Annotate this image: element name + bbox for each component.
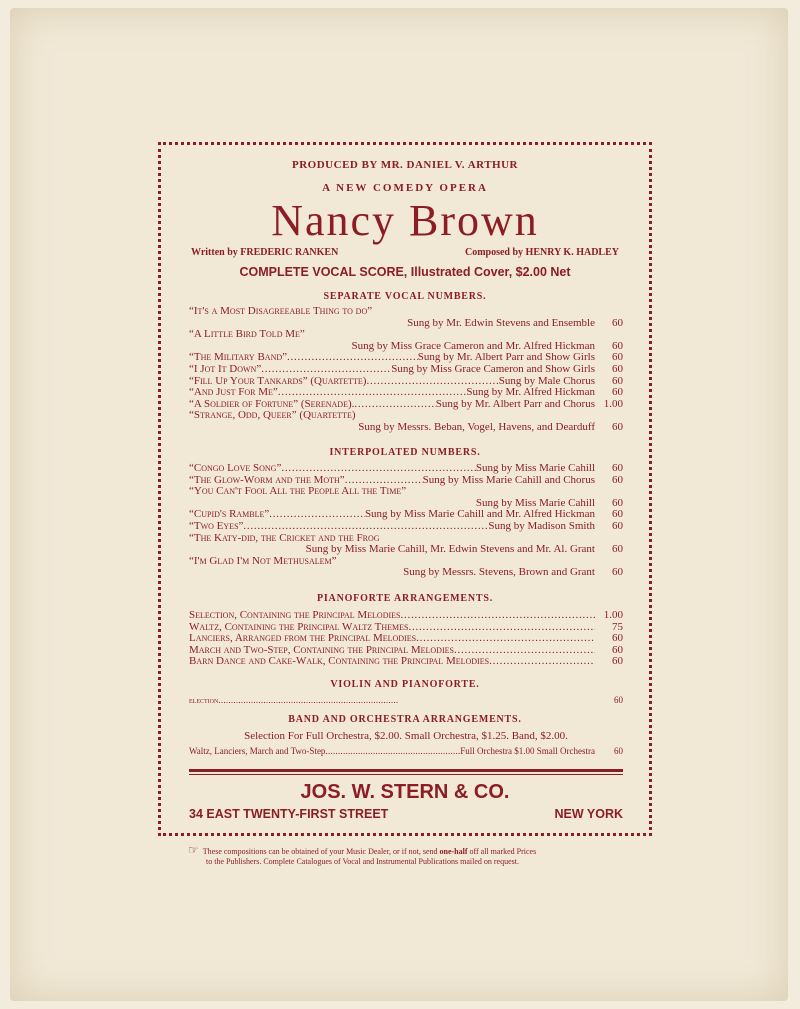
price: 1.00 (603, 609, 623, 621)
price: 60 (612, 543, 623, 556)
song-title: “Fill Up Your Tankards” (Quartette) (189, 374, 367, 387)
pianoforte-list (189, 610, 623, 668)
song-title: “Cupid's Ramble” (189, 508, 270, 521)
separate-heading: SEPARATE VOCAL NUMBERS. (323, 291, 487, 302)
price: 60 (612, 473, 623, 486)
arrangement-label: March and Two-Step, Containing the Principal Melodies (189, 643, 454, 656)
violin-heading: VIOLIN AND PIANOFORTE. (330, 679, 480, 690)
separate-list (189, 306, 623, 434)
composed-by: Composed by HENRY K. HADLEY (464, 247, 619, 258)
singer: Sung by Miss Grace Cameron and Mr. Alfred Hickman (351, 339, 595, 352)
singer: Sung by Miss Marie Cahill (475, 496, 595, 509)
price: 60 (612, 508, 623, 521)
price: 75 (612, 620, 623, 633)
arrangement-label: Lanciers, Arranged from the Principal Melodies (189, 632, 417, 645)
song-title: “It's a Most Disagreeable Thing to do” (189, 305, 373, 317)
violin-list (189, 695, 623, 707)
band-waltz: Waltz, Lanciers, March and Two-Step . . . Full Orchestra $1.00 Small Orchestra 60 (189, 746, 623, 758)
singer: Sung by Miss Marie Cahill and Mr. Alfred Hickman (364, 508, 595, 521)
singer: Sung by Miss Marie Cahill and Chorus (422, 473, 595, 486)
singer: Sung by Messrs. Beban, Vogel, Havens, and Dearduff (358, 420, 595, 433)
singer: Sung by Mr. Albert Parr and Chorus (435, 397, 595, 410)
singer: Sung by Messrs. Stevens, Brown and Grant (403, 566, 595, 579)
credits (191, 247, 619, 258)
song-title: “Congo Love Song” (189, 462, 282, 474)
list-item-detail (189, 544, 623, 556)
pianoforte-heading: PIANOFORTE ARRANGEMENTS. (316, 593, 494, 604)
song-title: “Two Eyes” (189, 519, 244, 532)
list-item: election . . . 60 (189, 695, 623, 707)
interpolated-heading: INTERPOLATED NUMBERS. (329, 447, 481, 458)
price: 60 (612, 462, 623, 474)
song-title: “The Glow-Worm and the Moth” (189, 473, 345, 486)
price: 60 (612, 339, 623, 352)
song-title: “The Military Band” (189, 351, 288, 364)
price: 60 (612, 386, 623, 399)
price: 60 (612, 643, 623, 656)
interpolated-list (189, 463, 623, 579)
title-frame (158, 142, 652, 836)
pointing-hand-icon: ☞ (188, 843, 199, 857)
list-item-detail (189, 422, 623, 434)
song-title: “A Soldier of Fortune” (Serenade). (189, 397, 355, 410)
list-item (189, 364, 623, 376)
divider (189, 774, 623, 775)
singer: Sung by Male Chorus (498, 374, 595, 387)
arrangement-label: Selection, Containing the Principal Melodies (189, 609, 401, 621)
singer: Sung by Miss Marie Cahill, Mr. Edwin Stevens and Mr. Al. Grant (305, 543, 595, 556)
band-selection: Selection For Full Orchestra, $2.00. Small Orchestra, $1.25. Band, $2.00. (244, 730, 568, 742)
divider (189, 769, 623, 772)
price: 60 (612, 496, 623, 509)
price: 60 (612, 374, 623, 387)
song-title: “The Katy-did, the Cricket and the Frog (189, 531, 380, 544)
arrangement-label: Barn Dance and Cake-Walk, Containing the Principal Melodies (189, 655, 490, 668)
price: 60 (612, 655, 623, 668)
price: 60 (612, 519, 623, 532)
written-by: Written by FREDERIC RANKEN (191, 247, 339, 258)
produced-by: PRODUCED BY MR. DANIEL V. ARTHUR (292, 159, 518, 171)
page-title: Nancy Brown (271, 196, 539, 245)
price: 60 (612, 316, 623, 329)
list-item (189, 610, 623, 622)
singer: Sung by Miss Marie Cahill (475, 462, 595, 474)
singer: Sung by Miss Grace Cameron and Show Girls (391, 362, 595, 375)
list-item (189, 306, 623, 318)
price: 1.00 (603, 397, 623, 410)
song-title: “Strange, Odd, Queer” (Quartette) (189, 409, 356, 422)
subtitle: A NEW COMEDY OPERA (322, 182, 488, 194)
list-item (189, 463, 623, 475)
singer: Sung by Mr. Albert Parr and Show Girls (417, 351, 595, 364)
footnote: ☞ These compositions can be obtained of your Music Dealer, or if not, send one-half off all marked Prices to the Publishers. Complete Catalogues of Vocal and Instrumental Publications mailed on request. (188, 843, 537, 866)
price: 60 (612, 362, 623, 375)
publisher-name: JOS. W. STERN & CO. (300, 781, 510, 803)
price: 60 (612, 632, 623, 645)
list-item (189, 387, 623, 399)
song-title: “You Can't Fool All the People All the Time” (189, 485, 407, 498)
song-title: “I Jot It Down” (189, 362, 262, 375)
singer: Sung by Mr. Alfred Hickman (466, 386, 595, 399)
singer: Sung by Mr. Edwin Stevens and Ensemble (407, 316, 595, 329)
publisher-address: 34 EAST TWENTY-FIRST STREET NEW YORK (189, 807, 623, 821)
list-item (189, 521, 623, 533)
price: 60 (612, 420, 623, 433)
song-title: “And Just For Me” (189, 386, 278, 399)
singer: Sung by Madison Smith (488, 519, 595, 532)
list-item-detail (189, 567, 623, 579)
list-item (189, 656, 623, 668)
song-title: “A Little Bird Told Me” (189, 328, 305, 341)
arrangement-label: Waltz, Containing the Principal Waltz Themes (189, 620, 409, 633)
vocal-score: COMPLETE VOCAL SCORE, Illustrated Cover, $2.00 Net (239, 265, 571, 279)
band-heading: BAND AND ORCHESTRA ARRANGEMENTS. (288, 714, 522, 725)
price: 60 (612, 566, 623, 579)
price: 60 (612, 351, 623, 364)
song-title: “I'm Glad I'm Not Methusalem” (189, 554, 337, 567)
